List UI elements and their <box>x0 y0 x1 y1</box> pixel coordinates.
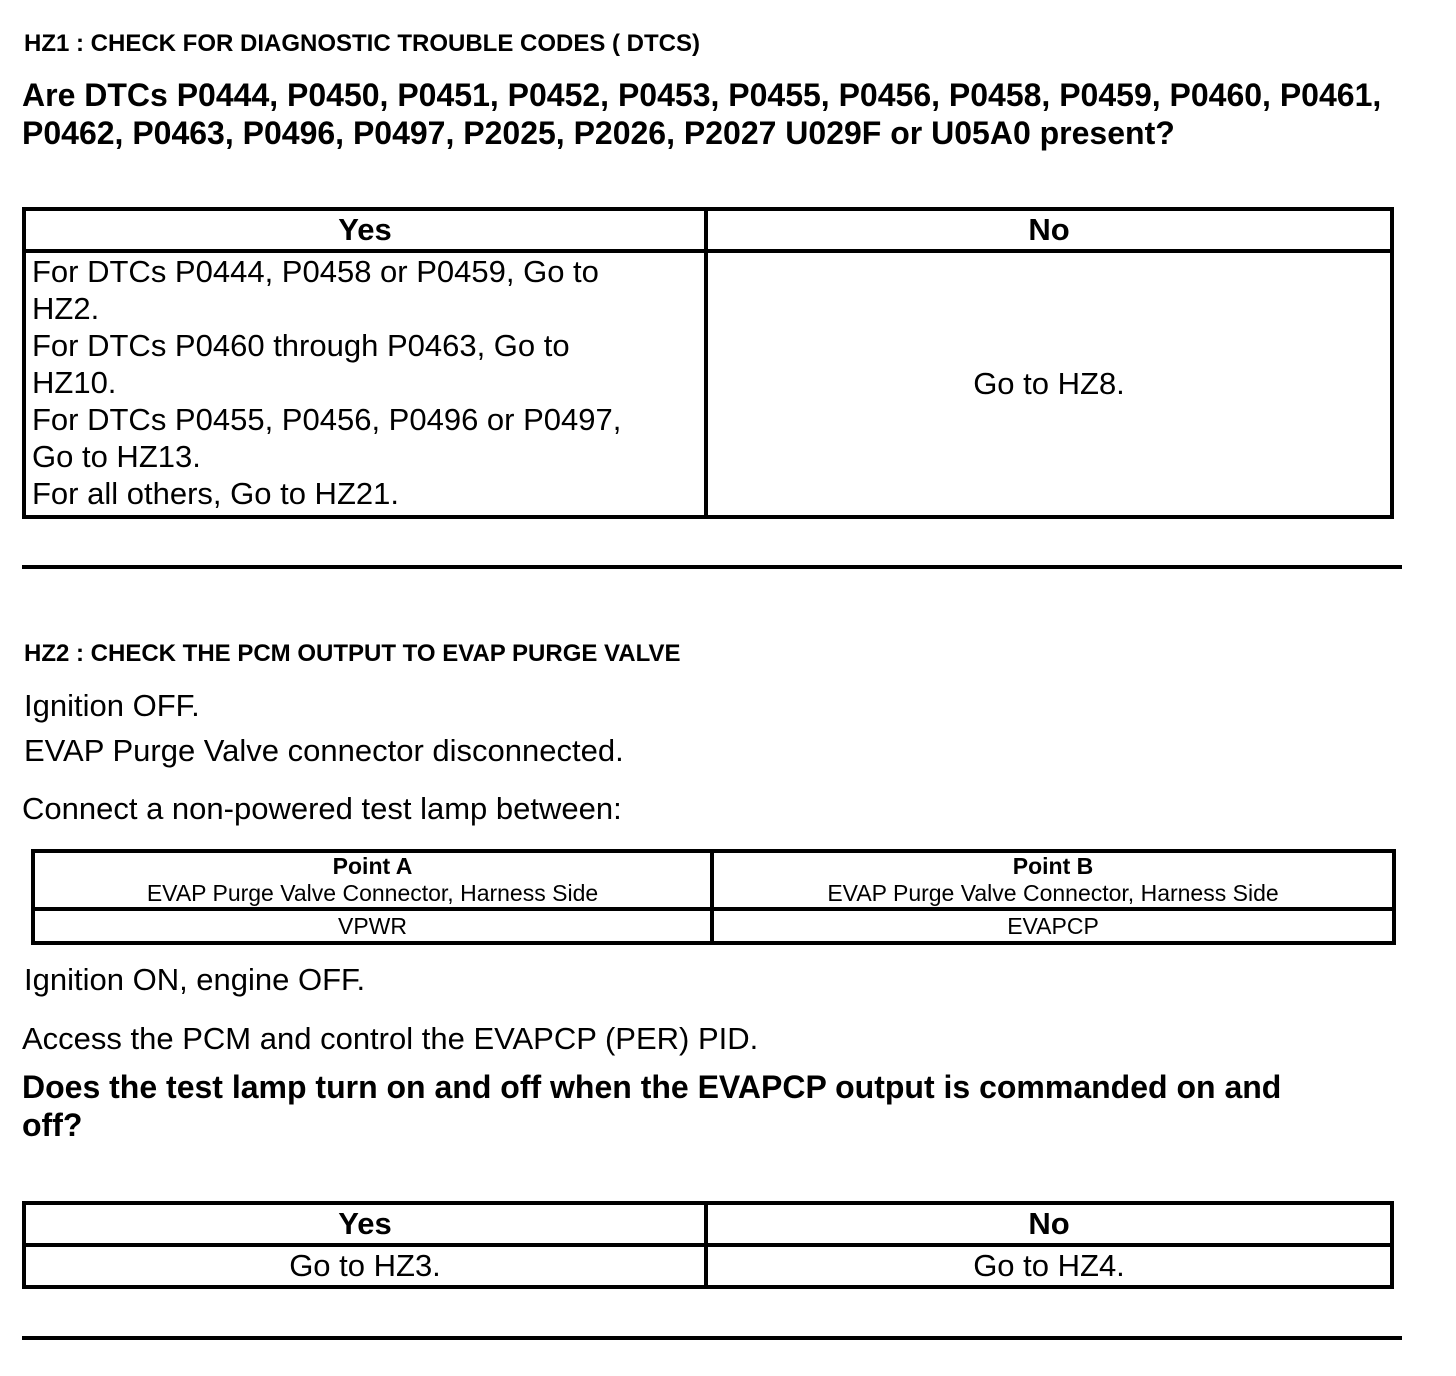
hz1-yes-line: For DTCs P0455, P0456, P0496 or P0497, <box>32 402 622 437</box>
hz2-step-ignition-on: Ignition ON, engine OFF. <box>24 962 366 997</box>
hz2-question-line1: Does the test lamp turn on and off when the EVAPCP output is commanded on and <box>22 1069 1282 1105</box>
hz1-yes-line: For all others, Go to HZ21. <box>32 476 399 511</box>
hz2-no-header: No <box>706 1203 1392 1245</box>
hz2-yes-header: Yes <box>24 1203 706 1245</box>
hz1-question: Are DTCs P0444, P0450, P0451, P0452, P0453, P0455, P0456, P0458, P0459, P0460, P0461, P0462, P0463, P0496, P0497, P2025, P2026, P2027 U029F or U05A0 present? <box>22 77 1382 151</box>
hz1-result-table <box>22 207 1394 519</box>
point-b-value: EVAPCP <box>712 909 1394 943</box>
point-a-header: Point A <box>332 853 413 879</box>
hz2-step-ignition-off: Ignition OFF. <box>24 688 200 723</box>
hz1-yes-line: Go to HZ13. <box>32 439 201 474</box>
hz1-no-cell: Go to HZ8. <box>706 251 1392 517</box>
hz1-title: HZ1 : CHECK FOR DIAGNOSTIC TROUBLE CODES ( DTCS) <box>24 30 700 57</box>
hz2-no-cell: Go to HZ4. <box>706 1245 1392 1287</box>
point-a-value: VPWR <box>33 909 712 943</box>
hz1-yes-line: For DTCs P0444, P0458 or P0459, Go to <box>32 254 599 289</box>
point-b-cell <box>712 851 1394 909</box>
hz2-title: HZ2 : CHECK THE PCM OUTPUT TO EVAP PURGE VALVE <box>24 640 681 667</box>
hz2-test-points-table <box>31 849 1396 945</box>
hz1-yes-header: Yes <box>24 209 706 251</box>
point-b-location: EVAP Purge Valve Connector, Harness Side <box>827 880 1279 906</box>
hz2-question-line2: off? <box>22 1107 83 1143</box>
hz1-no-header: No <box>706 209 1392 251</box>
hz1-yes-line: For DTCs P0460 through P0463, Go to <box>32 328 570 363</box>
section-divider <box>22 565 1402 569</box>
hz1-yes-line: HZ2. <box>32 291 100 326</box>
point-a-location: EVAP Purge Valve Connector, Harness Side <box>146 880 599 906</box>
hz2-yes-cell: Go to HZ3. <box>24 1245 706 1287</box>
hz1-yes-line: HZ10. <box>32 365 117 400</box>
hz1-yes-cell <box>24 251 706 517</box>
hz2-step-disconnect: EVAP Purge Valve connector disconnected. <box>24 733 624 768</box>
hz2-step-access-pcm: Access the PCM and control the EVAPCP (PER) PID. <box>22 1021 759 1056</box>
hz2-result-table <box>22 1201 1394 1289</box>
section-divider <box>22 1336 1402 1340</box>
hz2-step-connect-lamp: Connect a non-powered test lamp between: <box>22 791 622 826</box>
point-b-header: Point B <box>1012 853 1094 879</box>
point-a-cell <box>33 851 712 909</box>
